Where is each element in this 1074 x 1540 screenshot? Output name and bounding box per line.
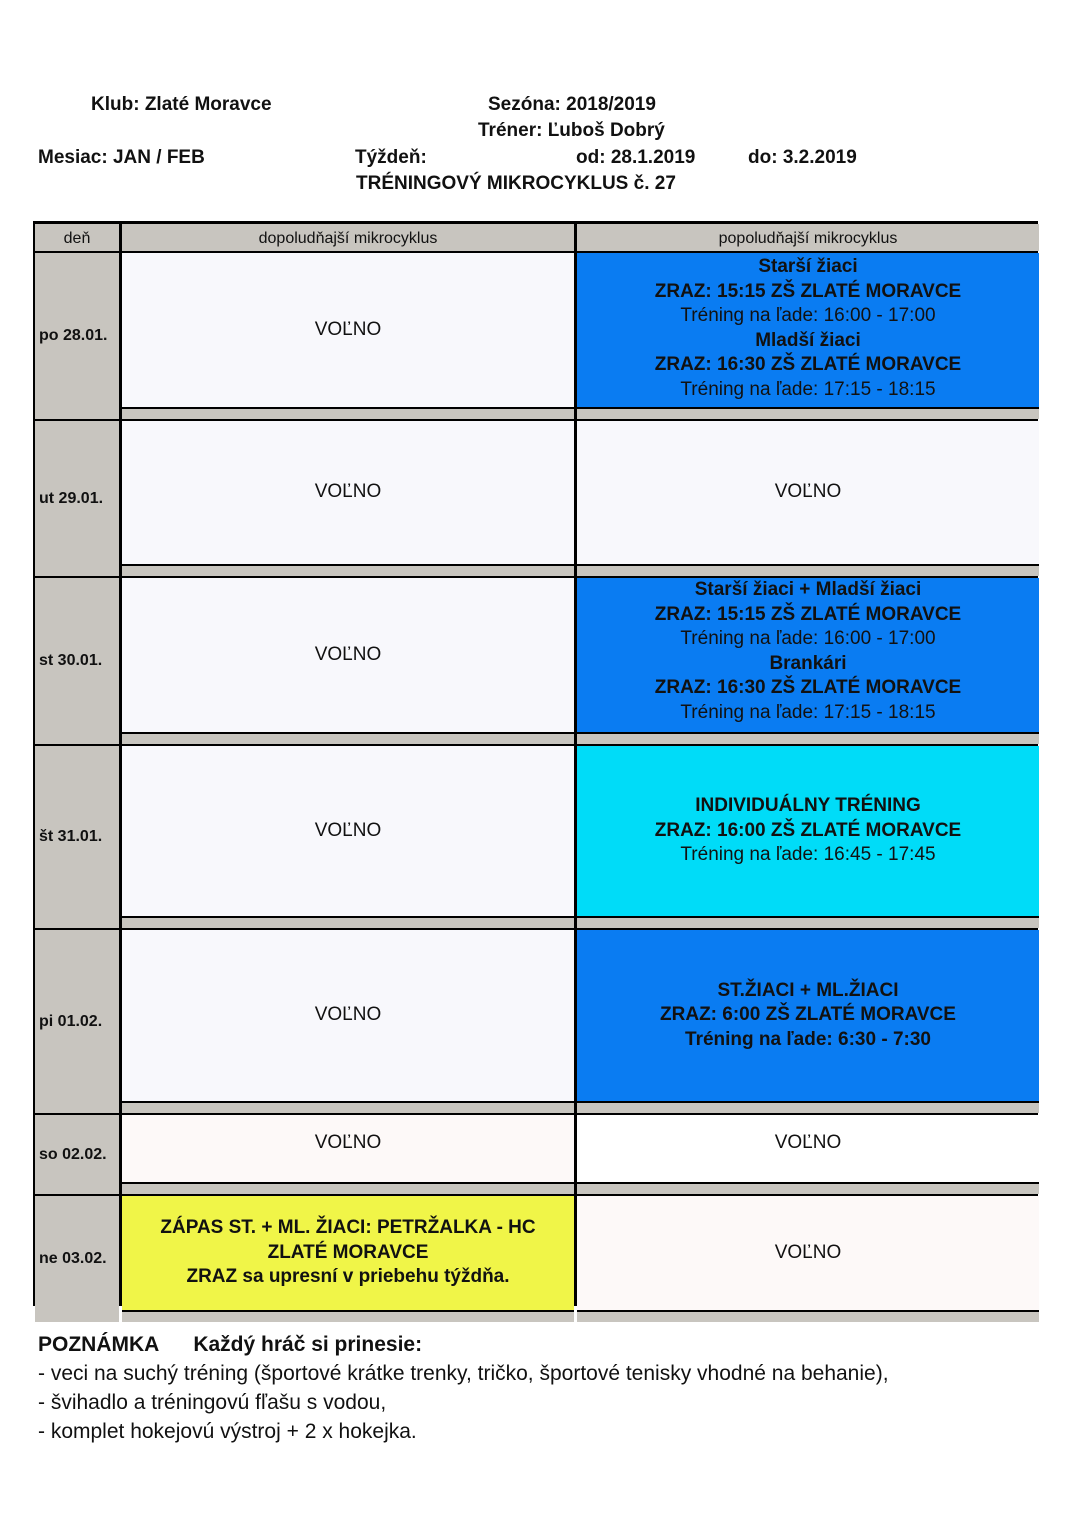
row-divider bbox=[577, 732, 1039, 744]
row-divider bbox=[577, 1101, 1039, 1113]
afternoon-text: VOĽNO bbox=[577, 1115, 1039, 1182]
row-divider bbox=[577, 407, 1039, 419]
schedule-table bbox=[33, 221, 1038, 1306]
ice-training-time: Tréning na ľade: 16:45 - 17:45 bbox=[680, 844, 936, 866]
row-divider bbox=[122, 1101, 574, 1113]
season-label: Sezóna: 2018/2019 bbox=[488, 94, 656, 115]
note-section bbox=[38, 1330, 889, 1446]
afternoon-cell bbox=[577, 1115, 1039, 1194]
row-divider bbox=[577, 1310, 1039, 1322]
afternoon-cell bbox=[577, 421, 1039, 576]
row-divider bbox=[577, 1182, 1039, 1194]
afternoon-text: VOĽNO bbox=[577, 421, 1039, 564]
club-label: Klub: Zlaté Moravce bbox=[91, 94, 272, 115]
ice-training-time: Tréning na ľade: 17:15 - 18:15 bbox=[680, 701, 936, 723]
afternoon-text: VOĽNO bbox=[577, 1196, 1039, 1310]
afternoon-training-block bbox=[577, 930, 1039, 1101]
morning-text: VOĽNO bbox=[122, 746, 574, 916]
day-cell: pi 01.02. bbox=[35, 930, 119, 1113]
group-name: Brankári bbox=[769, 652, 847, 674]
ice-training-time: Tréning na ľade: 6:30 - 7:30 bbox=[685, 1028, 931, 1050]
afternoon-cell bbox=[577, 1196, 1039, 1322]
morning-text: VOĽNO bbox=[122, 1115, 574, 1182]
afternoon-cell bbox=[577, 578, 1039, 744]
note-label: POZNÁMKA bbox=[38, 1333, 160, 1356]
match-meeting-note: ZRAZ sa upresní v priebehu týždňa. bbox=[186, 1266, 510, 1288]
coach-label: Tréner: Ľuboš Dobrý bbox=[478, 120, 665, 141]
afternoon-training-block bbox=[577, 253, 1039, 407]
group-name: Starší žiaci + Mladší žiaci bbox=[694, 579, 922, 600]
group-name: Mladší žiaci bbox=[755, 329, 861, 351]
meeting-time: ZRAZ: 15:15 ZŠ ZLATÉ MORAVCE bbox=[654, 603, 962, 625]
match-title-cont: ZLATÉ MORAVCE bbox=[267, 1241, 429, 1263]
morning-cell bbox=[122, 421, 574, 576]
match-title: ZÁPAS ST. + ML. ŽIACI: PETRŽALKA - HC bbox=[160, 1217, 536, 1239]
morning-text: VOĽNO bbox=[122, 930, 574, 1101]
day-cell: po 28.01. bbox=[35, 253, 119, 419]
row-divider bbox=[122, 1310, 574, 1322]
column-header-day: deň bbox=[35, 224, 119, 251]
morning-cell bbox=[122, 253, 574, 419]
note-item: - komplet hokejovú výstroj + 2 x hokejka. bbox=[38, 1420, 417, 1443]
morning-text: VOĽNO bbox=[122, 421, 574, 564]
morning-cell bbox=[122, 930, 574, 1113]
meeting-time: ZRAZ: 6:00 ZŠ ZLATÉ MORAVCE bbox=[660, 1004, 956, 1026]
morning-cell bbox=[122, 1196, 574, 1322]
row-divider bbox=[122, 916, 574, 928]
morning-text: VOĽNO bbox=[122, 578, 574, 732]
morning-cell bbox=[122, 1115, 574, 1194]
afternoon-cell bbox=[577, 746, 1039, 928]
page-title: TRÉNINGOVÝ MIKROCYKLUS č. 27 bbox=[356, 173, 676, 194]
session-name: INDIVIDUÁLNY TRÉNING bbox=[695, 795, 921, 817]
afternoon-training-block bbox=[577, 746, 1039, 916]
day-cell: ut 29.01. bbox=[35, 421, 119, 576]
week-label: Týždeň: bbox=[355, 147, 427, 168]
day-cell: št 31.01. bbox=[35, 746, 119, 928]
column-header-afternoon: popoludňajší mikrocyklus bbox=[577, 224, 1039, 251]
meeting-time: ZRAZ: 16:30 ZŠ ZLATÉ MORAVCE bbox=[654, 354, 962, 375]
ice-training-time: Tréning na ľade: 16:00 - 17:00 bbox=[680, 628, 936, 649]
column-header-morning: dopoludňajší mikrocyklus bbox=[122, 224, 574, 251]
afternoon-training-block bbox=[577, 578, 1039, 732]
month-label: Mesiac: JAN / FEB bbox=[38, 147, 205, 168]
day-cell: ne 03.02. bbox=[35, 1196, 119, 1322]
match-block bbox=[122, 1196, 574, 1310]
row-divider bbox=[577, 916, 1039, 928]
row-divider bbox=[122, 564, 574, 576]
meeting-time: ZRAZ: 15:15 ZŠ ZLATÉ MORAVCE bbox=[654, 280, 962, 302]
meeting-time: ZRAZ: 16:00 ZŠ ZLATÉ MORAVCE bbox=[654, 819, 962, 841]
morning-text: VOĽNO bbox=[122, 253, 574, 407]
note-intro: Každý hráč si prinesie: bbox=[193, 1333, 423, 1356]
ice-training-time: Tréning na ľade: 16:00 - 17:00 bbox=[680, 305, 936, 326]
afternoon-cell bbox=[577, 930, 1039, 1113]
day-cell: so 02.02. bbox=[35, 1115, 119, 1194]
day-cell: st 30.01. bbox=[35, 578, 119, 744]
note-item: - veci na suchý tréning (športové krátke trenky, tričko, športové tenisky vhodné na behanie), bbox=[38, 1362, 889, 1385]
group-name: Starší žiaci bbox=[758, 256, 858, 277]
row-divider bbox=[122, 407, 574, 419]
row-divider bbox=[122, 732, 574, 744]
morning-cell bbox=[122, 578, 574, 744]
afternoon-cell bbox=[577, 253, 1039, 419]
row-divider bbox=[577, 564, 1039, 576]
note-item: - švihadlo a tréningovú fľašu s vodou, bbox=[38, 1391, 387, 1414]
week-from: od: 28.1.2019 bbox=[576, 147, 696, 168]
row-divider bbox=[122, 1182, 574, 1194]
week-to: do: 3.2.2019 bbox=[748, 147, 857, 168]
morning-cell bbox=[122, 746, 574, 928]
group-name: ST.ŽIACI + ML.ŽIACI bbox=[717, 979, 899, 1001]
meeting-time: ZRAZ: 16:30 ZŠ ZLATÉ MORAVCE bbox=[654, 677, 962, 698]
ice-training-time: Tréning na ľade: 17:15 - 18:15 bbox=[680, 378, 936, 400]
